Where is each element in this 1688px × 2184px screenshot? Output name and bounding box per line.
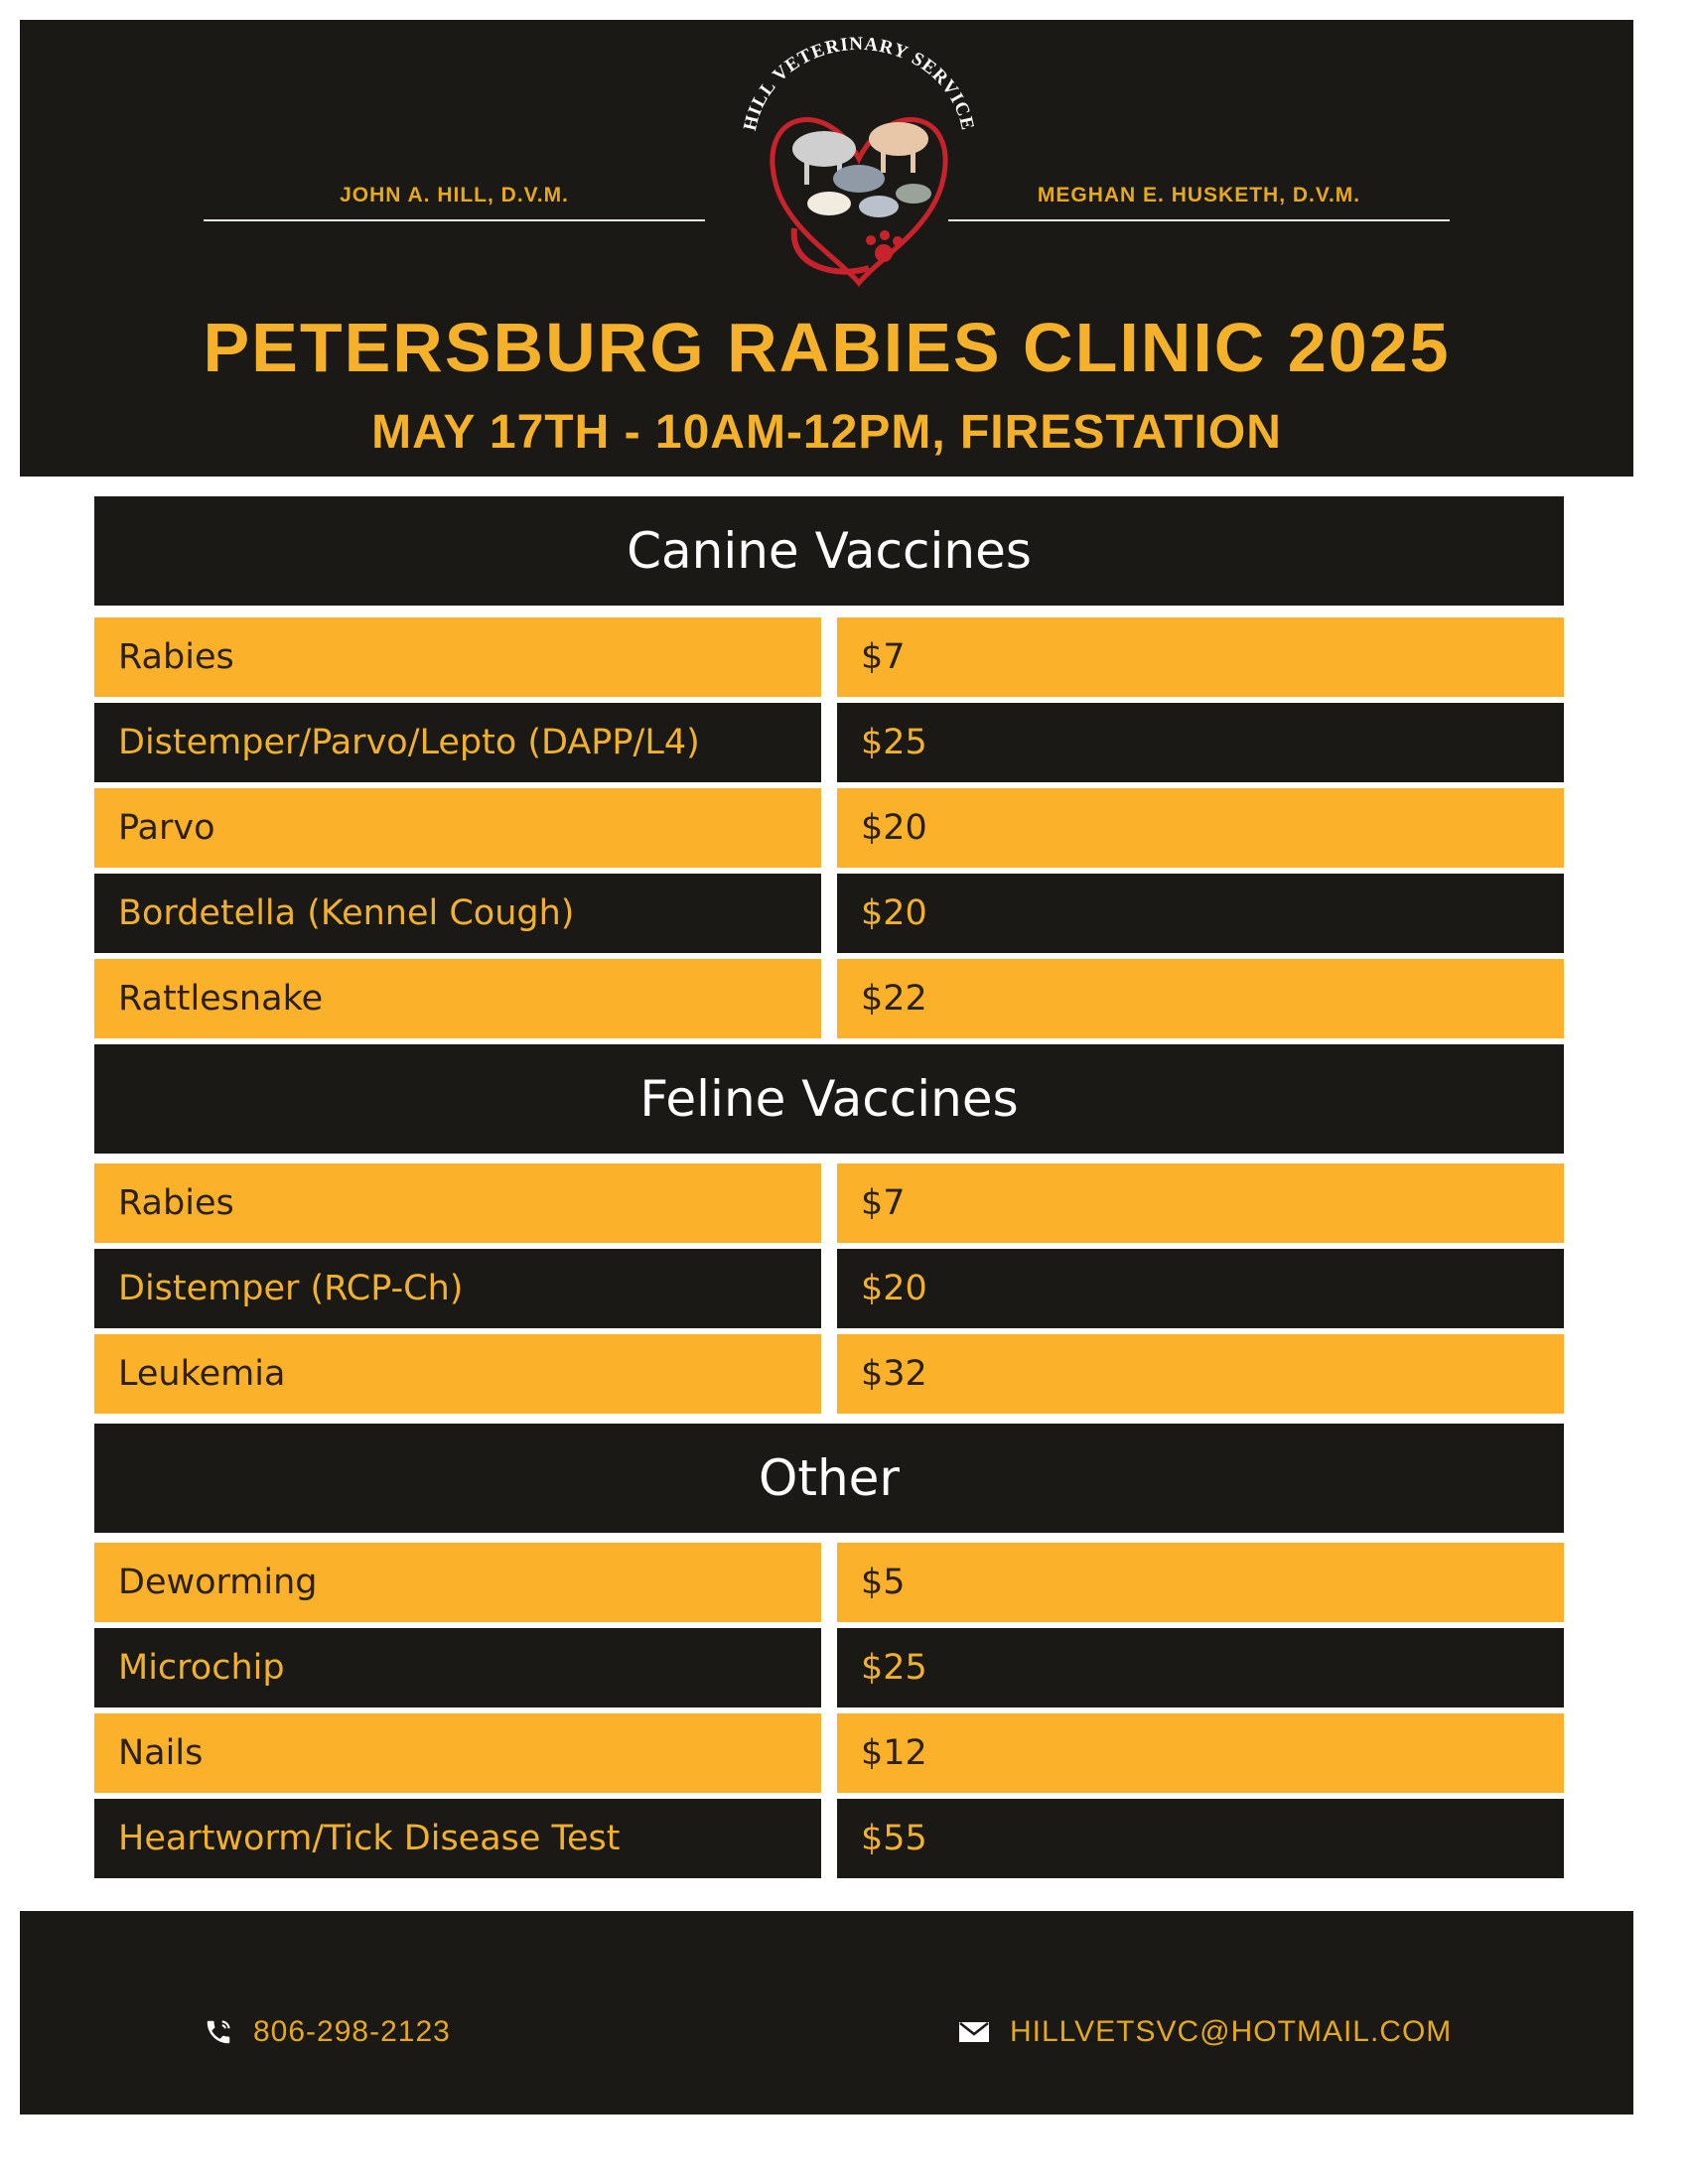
item-price: $20 — [837, 788, 1564, 868]
item-price: $25 — [837, 703, 1564, 782]
phone-contact[interactable] — [204, 2015, 451, 2049]
table-row — [94, 1628, 1564, 1707]
table-row — [94, 1334, 1564, 1414]
page-subtitle: MAY 17TH - 10AM-12PM, FIRESTATION — [371, 406, 1282, 459]
item-price: $7 — [837, 617, 1564, 697]
table-row — [94, 617, 1564, 697]
email-contact[interactable] — [958, 2015, 1452, 2049]
email-address: HILLVETSVC@HOTMAIL.COM — [1010, 2015, 1453, 2048]
page-title: PETERSBURG RABIES CLINIC 2025 — [203, 309, 1451, 386]
doctor-right-name: MEGHAN E. HUSKETH, D.V.M. — [1037, 184, 1361, 206]
item-name: Parvo — [94, 788, 821, 868]
svg-text:HILL VETERINARY SERVICE: HILL VETERINARY SERVICE — [739, 33, 978, 133]
item-price: $55 — [837, 1799, 1564, 1878]
section-heading-feline: Feline Vaccines — [94, 1044, 1564, 1154]
table-row — [94, 1713, 1564, 1793]
item-name: Bordetella (Kennel Cough) — [94, 874, 821, 953]
table-row — [94, 1799, 1564, 1878]
divider-line — [204, 219, 705, 221]
section-heading-other: Other — [94, 1424, 1564, 1533]
table-row — [94, 1163, 1564, 1243]
item-price: $20 — [837, 1249, 1564, 1328]
table-row — [94, 959, 1564, 1038]
phone-number: 806-298-2123 — [253, 2015, 451, 2048]
item-name: Deworming — [94, 1543, 821, 1622]
header-banner — [20, 20, 1633, 477]
section-heading-canine: Canine Vaccines — [94, 496, 1564, 606]
item-price: $12 — [837, 1713, 1564, 1793]
divider-line — [948, 219, 1450, 221]
item-price: $7 — [837, 1163, 1564, 1243]
logo-graphic — [720, 30, 998, 318]
item-price: $5 — [837, 1543, 1564, 1622]
table-row — [94, 703, 1564, 782]
item-price: $22 — [837, 959, 1564, 1038]
footer-banner — [20, 1911, 1633, 2115]
table-row — [94, 788, 1564, 868]
item-name: Leukemia — [94, 1334, 821, 1414]
item-price: $32 — [837, 1334, 1564, 1414]
item-price: $20 — [837, 874, 1564, 953]
item-name: Distemper/Parvo/Lepto (DAPP/L4) — [94, 703, 821, 782]
doctor-left — [204, 184, 705, 221]
table-row — [94, 1543, 1564, 1622]
phone-icon — [204, 2017, 233, 2047]
item-name: Rabies — [94, 1163, 821, 1243]
item-name: Distemper (RCP-Ch) — [94, 1249, 821, 1328]
item-name: Nails — [94, 1713, 821, 1793]
doctor-right — [948, 184, 1450, 221]
table-row — [94, 1249, 1564, 1328]
item-name: Rattlesnake — [94, 959, 821, 1038]
item-name: Microchip — [94, 1628, 821, 1707]
clinic-logo — [720, 30, 998, 318]
item-price: $25 — [837, 1628, 1564, 1707]
item-name: Heartworm/Tick Disease Test — [94, 1799, 821, 1878]
table-row — [94, 874, 1564, 953]
mail-icon — [958, 2020, 990, 2044]
item-name: Rabies — [94, 617, 821, 697]
doctor-left-name: JOHN A. HILL, D.V.M. — [340, 184, 569, 206]
